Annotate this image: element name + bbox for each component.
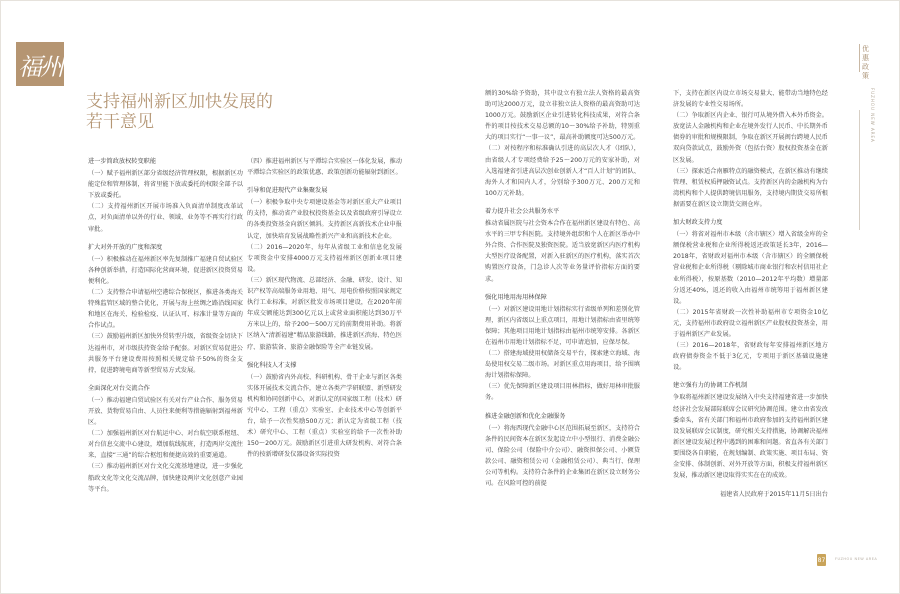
paragraph: （一）鼓励省内外高校、科研机构、骨干企业与新区各类实体开展技术交流合作，建立各类产学研联盟、新型研发机构和协同创新中心，对新认定的国家级工程（技术）研究中心、工程（重点）实验室、企业技术中心等创新平台，给予一次性奖励500万元；新认定为省级工程（技术）研究中心、工程（重点）实验室的给予一次性补助150～200万元。鼓励新区引进重大研发机构、对符合条件的按新增研发仪器设备实际投资 [247, 373, 402, 459]
paragraph: （三）鼓励福州新区加快外贸转型升级，省级资金切块下达福州市，对市级扶持资金给予配套。对新区贸易促进公共服务平台建设费用按照相关规定给予50%的资金支持，促进跨境电商等新型贸易方式发展。 [88, 333, 243, 374]
paragraph: （一）推动福建自贸试验区有关对台产业合作、服务贸易开放、货物贸易自由、人员往来便利等措施辐射到福州新区。 [88, 396, 243, 427]
paragraph: （一）对新区建设用地计划指标实行省级单列和差别化管理，新区内省级以上重点项目，用地计划指标由省里统筹保障；其他项目用地计划指标由福州市统筹安排。各新区在福州市用地计划指标不足，可申请追加，应保尽保。 [485, 305, 640, 346]
paragraph: （二）搭建海域使用权储备交易平台，探索建立海域、海岛使用权交易二级市场。对新区重点用海项目，给予围填海计划指标保障。 [485, 350, 640, 380]
section-heading: 进一步简政放权转变职能 [88, 158, 157, 165]
section-sidebar [852, 0, 900, 594]
paragraph: 额的30%给予资助，其中设立有独立法人资格的最高资助可达2000万元，设立非独立法人资格的最高资助可达1000万元。鼓励新区企业引进转化科技成果，对符合条件的项目按技术交易总额的10～30%给予补助，特别重大的项目实行“一事一议”，最高补助额度可达500万元。 [485, 90, 640, 142]
section-heading: 加大财政支持力度 [673, 219, 723, 227]
section-heading: 全面深化对台交流合作 [88, 384, 150, 392]
paragraph: （一）将海西现代金融中心区范围拓展至新区，支持符合条件的民间资本在新区发起设立中小型银行、消费金融公司、保险公司（保险中介公司）、融资担保公司、小额贷款公司、融资租赁公司（金融租赁公司）、典当行、保理公司等机构。支持符合条件的企业集团在新区设立财务公司。在风险可控的前提 [485, 424, 640, 488]
title-line-2: 若干意见 [86, 112, 154, 132]
logo-glyphs: 福州 [18, 52, 62, 81]
page-number: 87 [817, 554, 826, 566]
running-footer: FUZHOU NEW AREA [835, 557, 878, 561]
paragraph: （一）赋予福州新区部分省级经济管理权限，根据新区功能定位和管理体制，将省里能下放或委托的权限全部予以下放或委托。 [88, 170, 243, 200]
paragraph: （二）支持整合申请福州空港综合保税区，推进各类海关特殊监管区域的整合优化，开展与海上丝绸之路沿线国家和地区在海关、检验检疫、认证认可、标准计量等方面的合作试点。 [88, 289, 243, 330]
section-heading: 扩大对外开放的广度和深度 [88, 243, 163, 251]
section-heading: 强化科技人才支撑 [247, 361, 297, 369]
calligraphy-logo [16, 42, 64, 86]
paragraph: （三）推动福州新区对台文化交流基地建设，进一步强化船政文化等文化交流品牌，加快建设两岸文化创意产业园等平台。 [88, 463, 243, 493]
paragraph: （三）探索适合南雁特点的融资模式，在新区推动有继续管理、租赁权质押融资试点。支持新区内的金融机构为台湾机构和个人提供跨境信用服务，支持境内期货交易所根据需要在新区设立期货交割仓库。 [673, 167, 828, 208]
paragraph: （二）对按程序和标准确认引进的高层次人才（团队），由省级人才专项经费给予25～200万元的安家补助，对入选福建省引进高层次创业创新人才“百人计划”的团队、海外人才和国内人才，分别给予300万元、200万元和100万元补助。 [485, 145, 640, 197]
section-heading: 强化用地用海用林保障 [485, 293, 547, 301]
text-column-3 [485, 88, 640, 558]
paragraph: （二）2015年省财政一次性补助福州市专项资金10亿元，支持福州市政府设立福州新区产业股权投资基金，用于福州新区产业发展。 [673, 308, 828, 338]
sidebar-divider [859, 110, 860, 230]
title-line-1: 支持福州新区加快发展的 [86, 92, 273, 112]
section-tag: 优惠政策 [862, 45, 869, 80]
section-heading: 着力提升社会公共服务水平 [485, 207, 560, 215]
section-subtitle: FUZHOU NEW AREA [870, 88, 875, 143]
paragraph: （一）积极推动在福州新区率先复制推广福建自贸试验区各种创新举措，打造国际化营商环境，促进新区投资贸易便利化。 [88, 255, 243, 285]
paragraph: 推动省属医院与社会资本合作在福州新区建设有特色、高水平的三甲专科医院。支持境外组织和个人在新区举办中外合资、合作医院及独资医院。适当放宽新区内医疗机构大型医疗设备配置，对新入驻新区的医疗机构，落实首次购置医疗设备，门急诊人次等业务量评价指标方面的要求。 [485, 220, 640, 283]
section-heading: 推进金融创新和优化金融服务 [485, 412, 566, 420]
paragraph: （二）支持福州新区开展市场准入负面清单制度改革试点，对负面清单以外的行业、领域、业务等不再实行行政审批。 [88, 203, 243, 233]
section-heading: 建立强有力的协调工作机制 [673, 382, 748, 390]
paragraph: （三）2016—2018年，省财政每年安排福州新区地方政府债券资金不低于3亿元，专项用于新区基础设施建设。 [673, 342, 828, 372]
paragraph: （二）加强福州新区对台航运中心、对台航空联系枢纽、对台信息交流中心建设，增加航线航班，打造两岸交流往来，直接“三通”的综合枢纽和便捷高效的重要通道。 [88, 430, 243, 460]
sidebar-rule [859, 44, 860, 72]
paragraph: （三）新区现代物流、总部经济、金融、研发、设计、知识产权等高端服务业用地、用气、用电价格按照国家规定执行工业标准，对新区批发市场项目建设，在2020年前年成交额能达到300亿元以上或营业面积能达到30万平方米以上的，给予200～500万元的前期费用补助。将新区纳入“清新福建”精品旅游线路，推进新区滨海、特色医疗、旅游装备、旅游金融保险等全产业链发展。 [247, 276, 402, 351]
text-column-2 [247, 156, 402, 556]
text-column-1 [88, 156, 243, 556]
paragraph: （四）推进福州新区与平潭综合实验区一体化发展，推动平潭综合实验区的政策优惠、政策创新功能辐射到新区。 [247, 158, 402, 177]
paragraph: （三）优先保障新区建设项目用林指标，做好用林审批服务。 [485, 383, 640, 402]
text-column-4 [673, 88, 828, 568]
section-heading: 引导和促进现代产业集聚发展 [247, 187, 328, 195]
paragraph: 争取将福州新区建设发展纳入中央支持福建省进一步加快经济社会发展部际联席会议研究协调范围。建立由省发改委牵头，省有关部门和福州市政府参加的支持福州新区建设发展联席会议制度，研究相关支持措施，协调解决福州新区建设发展过程中遇到的困难和问题。省直各有关部门要围绕各自职能，在规划编制、政策实施、项目布局、资金安排、体制创新、对外开放等方面，积极支持福州新区发展，推动新区建设取得实实在在的成效。 [673, 394, 828, 480]
signoff-line: 福建省人民政府于2015年11月5日出台 [720, 491, 828, 499]
paragraph: （一）将省对福州市本级（含市辖区）增入省级金库的全额保税营业税和企业所得税返还政策延长3年，2016—2018年，省财政对福州市本级（含市辖区）的全额保税营业税和企业所得税（剔除城市商业银行和农村信用社企业所得税），按原基数（2010—2012年平均数）增量部分返还40%，返还的收入由福州市统筹用于福州新区建设。 [673, 231, 828, 305]
paragraph: （一）积极争取中央专项建设基金等对新区重大产业项目的支持，推动省产业股权投资基金以及省级政府引导设立的各类投资基金向新区倾斜。支持新区高新技术企业申报认定，加快培育发展战略性新兴产业和高新技术企业。 [247, 199, 402, 240]
paragraph: （二）2016—2020年，每年从省级工业和信息化发展专项资金中安排4000万元支持福州新区创新业项目建设。 [247, 243, 402, 273]
article-title [86, 92, 386, 132]
paragraph: 下，支持在新区内设立市场交易量大、能带动当地特色经济发展的专业性交易场所。 [673, 90, 828, 109]
paragraph: （二）争取新区内企业、银行可从境外借入本外币资金。放宽法人金融机构和企业在境外发行人民币、中长期外币债券的审批和规模限制，争取在新区开展闽台跨境人民币双向贷款试点，鼓励外资（包括台资）股权投资基金在新区发展。 [673, 112, 828, 164]
